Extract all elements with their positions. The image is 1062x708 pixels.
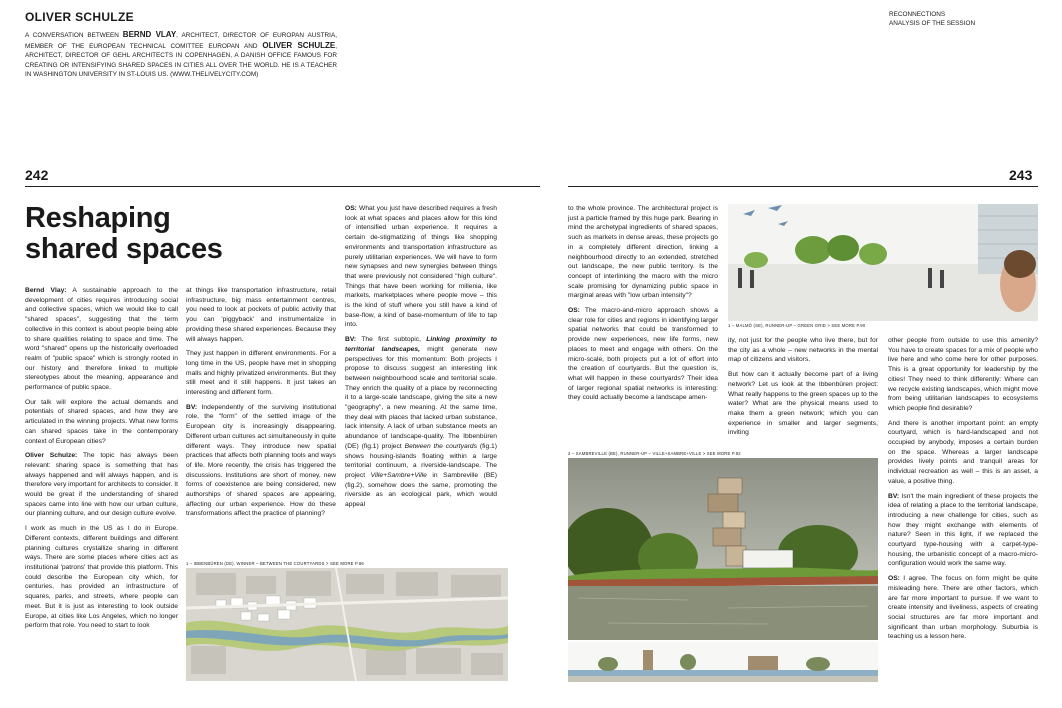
page-number-left: 242 <box>25 167 49 183</box>
author-name: OLIVER SCHULZE <box>25 10 134 24</box>
text-column-2: at things like transportation infrastructure, retail infrastructure, big mass entertainment centres, you need to look at pockets of public activity that you can 'piggyback' and instrumentalize in providing these shared experiences. Because they will always happen. They just happen in different environments. For a long time in the US, people have met in shopping malls and highly privatized environments. But they still meet and it still happens. It just takes an interesting and different form. BV: Independently of the surviving institutional role, the "form" of the settled image of the European city is increasingly disappearing. Different urban cultures act simultaneously in quite different ways. They introduce new spatial practices that affects both planning tools and ways of life. More recently, the crisis has triggered the discussions. Institutions are short of money, new forms of coexistence are being considered, new authorships of shared spaces are appearing, affecting our urban experience. How do these transformations affect the practice of planning? <box>186 287 336 518</box>
divider-right <box>568 186 1038 187</box>
divider-left <box>25 186 540 187</box>
figure-3-render <box>568 458 878 640</box>
text-column-3: OS: What you just have described requires a fresh look at what spaces and places allow for this kind of intensified urban experience. It requires a certain de-stigmatizing of things like shopping environments and transportation infrastructure as purely utilitarian experiences. We will have to form new synapses and new synergies between things that were previously not considered "high culture". Things that have been working for millenia, like markets, marketplaces where people move – this is the kind of stuff where you still have a kind of base-flow, a kind of base-momentum of life to tap into. BV: The first subtopic, Linking proximity to territorial landscapes, might generate new perspectives for this momentum: Both projects I propose to discuss suggest an interesting link between neighbourhood scale and territorial scale. They enrich the quality of a place by reconnecting it to a large-scale landscape, giving the site a new "geography", a new meaning. At the same time, they deal with places that lacked urban substance, lack intensity. A lack of urban substance meets an abundance of landscape-quality. The Ibbenbüren (DE) (fig.1) project Between the courtyards (fig.1) shows housing-islands floating within a large territorial continuum, a riverside-landscape. The project Ville+Sambre+Ville in Sambreville (BE) (fig.2), somehow does the same, promoting the riverside as an ecological park, which would appeal <box>345 205 498 509</box>
text-column-5: ity, not just for the people who live there, but for the city as a whole – new networks in the mental map of citizens and visitors. But how can it actually become part of a living network? Let us look at the Ibbenbüren project: What really happens to the green spaces up to the water? What are the physical means used to make them a green network; which you can experience in smaller and larger segments, inviting <box>728 337 878 437</box>
figure-1-site-plan <box>186 568 508 681</box>
figure-3-caption: 2 – SAMBREVILLE (BE), RUNNER-UP – VILLE+SAMBRE+VILLE > SEE MORE P.92 <box>568 451 741 456</box>
article-title: Reshaping shared spaces <box>25 202 223 265</box>
section-label: RECONNECTIONS ANALYSIS OF THE SESSION <box>889 11 976 27</box>
figure-3-section <box>568 642 878 682</box>
figure-1-caption: 1 – IBBENBÜREN (DE), WINNER – BETWEEN THE COURTYARDS > SEE MORE P.86 <box>186 561 364 566</box>
figure-2-render <box>728 204 1038 321</box>
intro-text: A CONVERSATION BETWEEN BERND VLAY, ARCHITECT, DIRECTOR OF EUROPAN AUSTRIA, MEMBER OF THE EUROPEAN TECHNICAL COMITTEE EUROPAN AND OLIVER SCHULZE, ARCHITECT, DIRECTOR OF GEHL ARCHITECTS IN COPENHAGEN, A DANISH OFFICE FAMOUS FOR CREATING OR INTENSIFYING SHARED SPACES IN CITIES ALL OVER THE WORLD. HE IS A TEACHER IN WASHINGTON UNIVERSITY IN ST-LOUIS US. (WWW.THELIVELYCITY.COM) <box>25 30 338 79</box>
text-column-6: other people from outside to use this amenity? You have to create spaces for a mix of people who live here and who come here for other purposes. This is a great opportunity for leadership by the cities! They need to think differently: Where can we recycle existing landscapes, which might move from being utilitarian landscapes to ecosystems which people find desirable? And there is another important point: an empty courtyard, which is hard-landscaped and not occupied by anybody, imposes a certain burden on the space. Whereas a larger landscape provides lively points and tranquil areas for individual recreation as well – this is an asset, a value, a positive thing. BV: Isn't the main ingredient of these projects the idea of relating a place to the territorial landscape, introducing a new challenge for cities, such as how they might exchange with elements of nature? Seen in this light, if we replaced the courtyard type-housing with a carpet-type-housing, the urbanistic concept of a macro-micro-configuration would work the same way. OS: I agree. The focus on form might be quite misleading here. There are other factors, which are far more important to pursue. If we want to create intensity and liveliness, aspects of creating social structures are far more important and significant than urban morphology. Suburbia is teaching us a lesson here. <box>888 337 1038 641</box>
page-number-right: 243 <box>1009 167 1033 183</box>
text-column-1: Bernd Vlay: A sustainable approach to the development of cities requires introducing social and collective spaces, which we would like to call "shared spaces", suggesting that the term collective in this context is about people being able to share qualities relating to space and time. The word "shared" opens up the historically overloaded realm of "public space" which is strongly rooted in our history and therefore linked to multiple stereotypes about the meaning, appearance and performance of public space. Our talk will explore the actual demands and potentials of shared spaces, and how they are articulated in the winning projects. What new forms can shared spaces take in the contemporary context of European cities? Oliver Schulze: The topic has always been relevant: sharing space is something that has always happened and will always happen, and is therefore very important for architects to consider. It would be great if the understanding of shared spaces came into line with how our urban culture, our planning culture, and our design culture evolve. I work as much in the US as I do in Europe. Different contexts, different buildings and different planning cultures crystallize sharing in different ways. There are some places where cities act as institutional 'patrons' that provide this platform. This could describe the European city which, for centuries, has provided an infrastructure of squares, parks, and streets, where people can meet. But it is just as interesting to look outside Europe, at cities like Los Angeles, which no longer perform that role. You need to start to look <box>25 287 178 630</box>
text-column-4: to the whole province. The architectural project is just a particle framed by this huge park. Bearing in mind the archetypal ingredients of shared spaces, such as markets in dense areas, these projects go in a completely different direction, linking a neighbourhood directly to an extended, stretched out landscape, the new public territory. Is the concept of interlinking the macro with the micro scale promising for dynamizing public space in marginal areas with "low urban intensity"? OS: The macro-and-micro approach shows a clear role for cities and regions in identifying larger spatial networks that could be transformed to provide new experiences, new life forms, new places to meet and engage with others. On the micro-scale, both projects put a lot of effort into the creation of courtyards. But the question is, what will happen in these courtyards? Their idea of larger regional spatial networks is interesting: they could actually become a landscape amen- <box>568 205 718 402</box>
figure-2-caption: 1 – MALMÖ (SE), RUNNER-UP – GREEN GRID > SEE MORE P.90 <box>728 323 866 328</box>
